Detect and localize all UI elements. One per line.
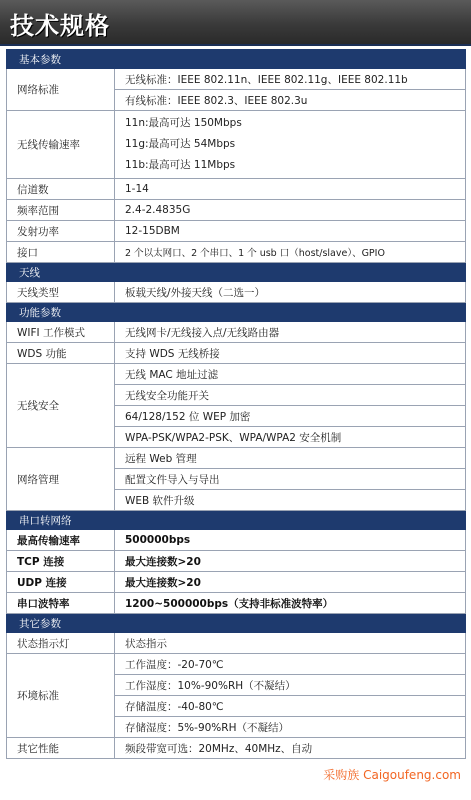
row-value: 2.4-2.4835G (115, 200, 466, 221)
table-row (7, 593, 466, 614)
row-label: 无线安全 (7, 364, 115, 448)
spec-table (6, 49, 466, 759)
row-value: 状态指示 (115, 633, 466, 654)
table-row (7, 179, 466, 200)
row-value: 工作湿度：10%-90%RH（不凝结） (115, 675, 466, 696)
table-row (7, 282, 466, 303)
row-value: 无线网卡/无线接入点/无线路由器 (115, 322, 466, 343)
row-value: 频段带宽可选：20MHz、40MHz、自动 (115, 738, 466, 759)
row-value: 支持 WDS 无线桥接 (115, 343, 466, 364)
row-label: 信道数 (7, 179, 115, 200)
row-label: WIFI 工作模式 (7, 322, 115, 343)
row-value: 500000bps (115, 530, 466, 551)
section-basic (7, 50, 466, 69)
row-value: 无线 MAC 地址过滤 (115, 364, 466, 385)
row-label: 串口波特率 (7, 593, 115, 614)
row-value: WEB 软件升级 (115, 490, 466, 511)
row-value: 64/128/152 位 WEP 加密 (115, 406, 466, 427)
section-other (7, 614, 466, 633)
table-row (7, 572, 466, 593)
row-label: 频率范围 (7, 200, 115, 221)
section-title: 功能参数 (7, 303, 466, 322)
section-title: 天线 (7, 263, 466, 282)
row-value: 2 个以太网口、2 个串口、1 个 usb 口（host/slave）、GPIO (115, 242, 466, 263)
row-value: 工作温度：-20-70℃ (115, 654, 466, 675)
row-value: 12-15DBM (115, 221, 466, 242)
section-title: 其它参数 (7, 614, 466, 633)
table-row (7, 221, 466, 242)
section-title: 串口转网络 (7, 511, 466, 530)
row-value: 存储湿度：5%-90%RH（不凝结） (115, 717, 466, 738)
table-row (7, 343, 466, 364)
section-function (7, 303, 466, 322)
row-value: 配置文件导入与导出 (115, 469, 466, 490)
page-header (0, 0, 471, 46)
table-row (7, 242, 466, 263)
row-value: 无线安全功能开关 (115, 385, 466, 406)
page-title: 技术规格 (10, 12, 110, 40)
row-value: WPA-PSK/WPA2-PSK、WPA/WPA2 安全机制 (115, 427, 466, 448)
row-value: 存储温度：-40-80℃ (115, 696, 466, 717)
table-row (7, 111, 466, 179)
row-label: TCP 连接 (7, 551, 115, 572)
table-row (7, 200, 466, 221)
table-row (7, 448, 466, 469)
row-label: 网络管理 (7, 448, 115, 511)
row-label: 发射功率 (7, 221, 115, 242)
watermark: 采购族 Caigoufeng.com (323, 768, 461, 782)
row-value: 11b:最高可达 11Mbps (125, 159, 236, 171)
row-label: 天线类型 (7, 282, 115, 303)
row-value: 无线标准：IEEE 802.11n、IEEE 802.11g、IEEE 802.11b (115, 69, 466, 90)
rate-values (115, 111, 466, 179)
row-value: 1200~500000bps（支持非标准波特率） (115, 593, 466, 614)
row-value: 远程 Web 管理 (115, 448, 466, 469)
table-row (7, 654, 466, 675)
row-label: UDP 连接 (7, 572, 115, 593)
row-label: WDS 功能 (7, 343, 115, 364)
section-antenna (7, 263, 466, 282)
table-row (7, 530, 466, 551)
row-value: 最大连接数>20 (115, 551, 466, 572)
row-label: 其它性能 (7, 738, 115, 759)
table-row (7, 738, 466, 759)
row-label: 环境标准 (7, 654, 115, 738)
section-title: 基本参数 (7, 50, 466, 69)
row-label: 网络标准 (7, 69, 115, 111)
row-value: 有线标准：IEEE 802.3、IEEE 802.3u (115, 90, 466, 111)
row-value: 11n:最高可达 150Mbps (125, 117, 242, 129)
row-label: 接口 (7, 242, 115, 263)
table-row (7, 322, 466, 343)
table-row (7, 633, 466, 654)
row-value: 11g:最高可达 54Mbps (125, 138, 236, 150)
table-row (7, 69, 466, 90)
table-row (7, 364, 466, 385)
row-label: 无线传输速率 (7, 111, 115, 179)
row-label: 状态指示灯 (7, 633, 115, 654)
row-value: 板载天线/外接天线（二选一） (115, 282, 466, 303)
row-label: 最高传输速率 (7, 530, 115, 551)
row-value: 最大连接数>20 (115, 572, 466, 593)
table-row (7, 551, 466, 572)
section-serial (7, 511, 466, 530)
row-value: 1-14 (115, 179, 466, 200)
